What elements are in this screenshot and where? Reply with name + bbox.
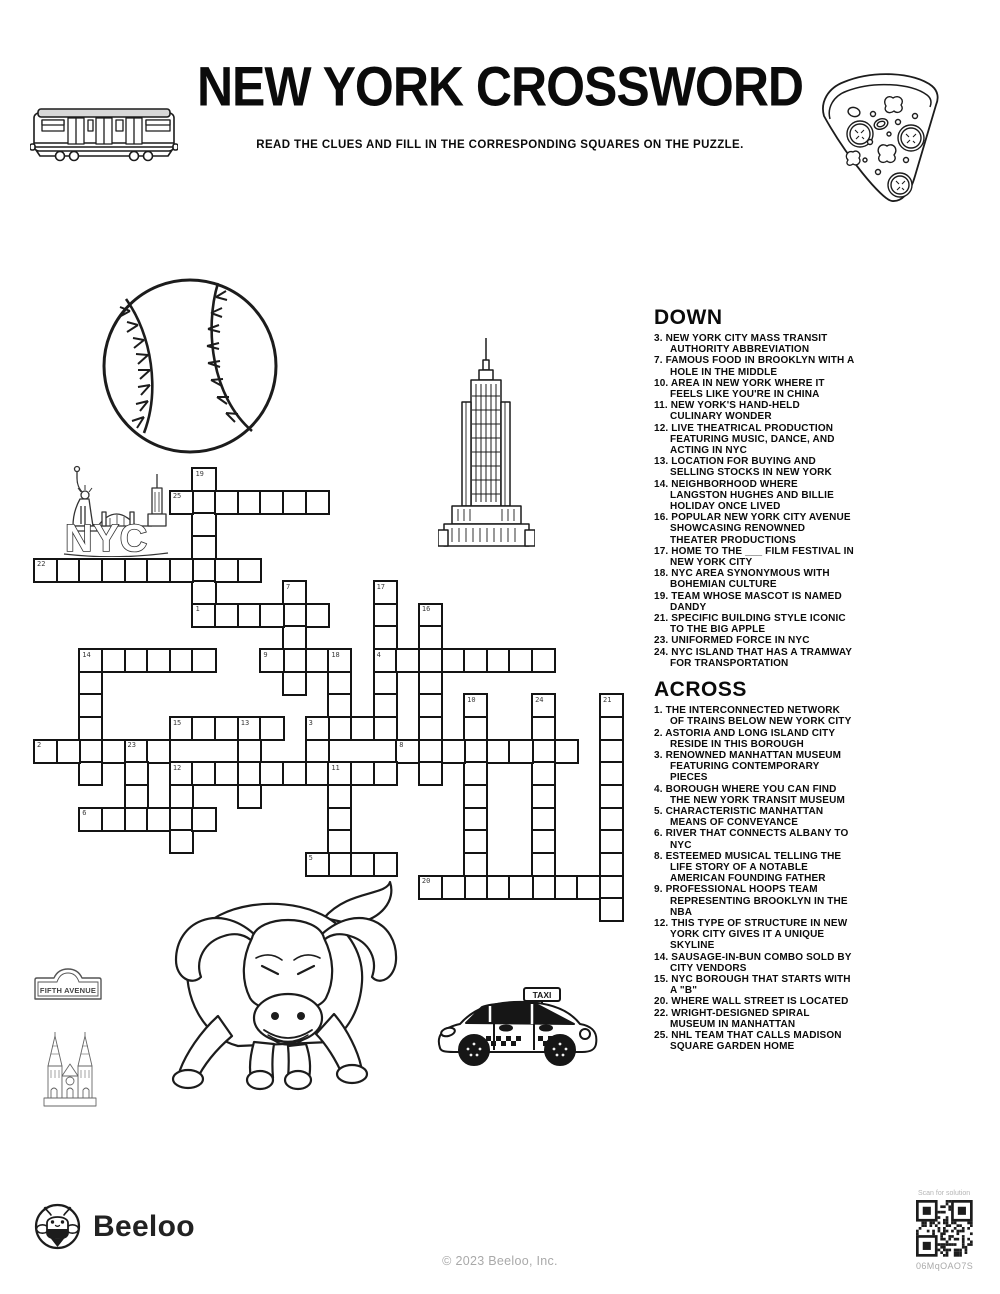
grid-cell[interactable]: [214, 490, 239, 515]
grid-cell[interactable]: [124, 558, 149, 583]
grid-cell[interactable]: [124, 784, 149, 809]
clue-item: 3. NEW YORK CITY MASS TRANSIT AUTHORITY ABBREVIATION: [654, 333, 828, 356]
clue-item: 12. THIS TYPE OF STRUCTURE IN NEW YORK CITY GIVES IT A UNIQUE SKYLINE: [654, 917, 848, 952]
grid-cell[interactable]: [191, 716, 216, 741]
grid-cell[interactable]: [441, 648, 466, 673]
grid-cell[interactable]: [101, 807, 126, 832]
grid-cell[interactable]: [599, 693, 624, 718]
grid-cell[interactable]: [101, 739, 126, 764]
empire-state-building-icon: [438, 338, 535, 566]
cell-number: 4: [376, 650, 381, 659]
grid-cell[interactable]: [508, 648, 533, 673]
cell-number: 13: [240, 718, 250, 727]
grid-cell[interactable]: [373, 761, 398, 786]
grid-cell[interactable]: [78, 693, 103, 718]
grid-cell[interactable]: [259, 648, 284, 673]
grid-cell[interactable]: [259, 761, 284, 786]
grid-cell[interactable]: [191, 648, 216, 673]
grid-cell[interactable]: [282, 490, 307, 515]
clue-item: 6. RIVER THAT CONNECTS ALBANY TO NYC: [654, 828, 849, 851]
grid-cell[interactable]: [463, 784, 488, 809]
grid-cell[interactable]: [191, 535, 216, 560]
clue-item: 24. NYC ISLAND THAT HAS A TRAMWAY FOR TRANSPORTATION: [654, 646, 852, 669]
clue-item: 9. PROFESSIONAL HOOPS TEAM REPRESENTING BROOKLYN IN THE NBA: [654, 884, 848, 918]
grid-cell[interactable]: [531, 739, 556, 764]
nyc-badge-text: NYC: [65, 518, 149, 557]
cell-number: 20: [421, 877, 431, 886]
grid-cell[interactable]: [78, 558, 103, 583]
grid-cell[interactable]: [599, 829, 624, 854]
nyc-skyline-badge-icon: [60, 462, 172, 557]
clue-item: 10. AREA IN NEW YORK WHERE IT FEELS LIKE YOU'RE IN CHINA: [654, 377, 825, 401]
cell-number: 24: [535, 695, 544, 704]
grid-cell[interactable]: [191, 761, 216, 786]
grid-cell[interactable]: [508, 875, 533, 900]
grid-cell[interactable]: [146, 558, 171, 583]
clue-item: 19. TEAM WHOSE MASCOT IS NAMED DANDY: [654, 590, 842, 613]
grid-cell[interactable]: [305, 852, 330, 877]
charging-bull-icon: [138, 866, 400, 1094]
beeloo-bee-icon: [34, 1203, 81, 1250]
clue-item: 7. FAMOUS FOOD IN BROOKLYN WITH A HOLE IN THE MIDDLE: [654, 355, 854, 378]
cell-number: 1: [195, 605, 200, 614]
grid-cell[interactable]: [599, 852, 624, 877]
grid-cell[interactable]: [418, 761, 443, 786]
scan-for-solution-label: Scan for solution: [918, 1190, 971, 1197]
clue-item: 12. LIVE THEATRICAL PRODUCTION FEATURING MUSIC, DANCE, AND ACTING IN NYC: [654, 422, 835, 457]
grid-cell[interactable]: [214, 558, 239, 583]
cell-number: 9: [263, 650, 268, 659]
down-clue-list: [654, 333, 854, 669]
grid-cell[interactable]: [531, 693, 556, 718]
clue-item: 8. ESTEEMED MUSICAL TELLING THE LIFE STORY OF A NOTABLE AMERICAN FOUNDING FATHER: [654, 850, 842, 885]
clue-item: 18. NYC AREA SYNONYMOUS WITH BOHEMIAN CULTURE: [654, 568, 830, 591]
grid-cell[interactable]: [373, 648, 398, 673]
fifth-avenue-text: FIFTH AVENUE: [39, 986, 97, 995]
grid-cell[interactable]: [237, 558, 262, 583]
grid-cell[interactable]: [146, 739, 171, 764]
grid-cell[interactable]: [350, 761, 375, 786]
grid-cell[interactable]: [124, 761, 149, 786]
grid-cell[interactable]: [305, 603, 330, 628]
st-patricks-cathedral-icon: [42, 1032, 98, 1108]
grid-cell[interactable]: [124, 648, 149, 673]
grid-cell[interactable]: [599, 875, 624, 900]
grid-cell[interactable]: [169, 807, 194, 832]
clues-panel: [654, 306, 882, 1052]
clue-item: 15. NYC BOROUGH THAT STARTS WITH A "B": [654, 973, 851, 997]
grid-cell[interactable]: [418, 875, 443, 900]
clue-item: 25. NHL TEAM THAT CALLS MADISON SQUARE GARDEN HOME: [654, 1029, 842, 1053]
cell-number: 7: [286, 582, 291, 591]
grid-cell[interactable]: [373, 603, 398, 628]
grid-cell[interactable]: [599, 761, 624, 786]
grid-cell[interactable]: [214, 603, 239, 628]
taxi-sign-text: TAXI: [532, 990, 552, 1000]
grid-cell[interactable]: [282, 625, 307, 650]
grid-cell[interactable]: [169, 716, 194, 741]
grid-cell[interactable]: [373, 580, 398, 605]
cell-number: 12: [172, 763, 182, 772]
cell-number: 10: [467, 695, 476, 704]
clue-item: 21. SPECIFIC BUILDING STYLE ICONIC TO THE BIG APPLE: [654, 613, 846, 636]
grid-cell[interactable]: [282, 603, 307, 628]
grid-cell[interactable]: [441, 739, 466, 764]
cell-number: 25: [172, 492, 182, 501]
grid-cell[interactable]: [327, 852, 352, 877]
grid-cell[interactable]: [169, 648, 194, 673]
grid-cell[interactable]: [305, 761, 330, 786]
grid-cell[interactable]: [395, 648, 420, 673]
cell-number: 19: [195, 469, 204, 478]
grid-cell[interactable]: [33, 558, 58, 583]
clue-item: 17. HOME TO THE ___ FILM FESTIVAL IN NEW YORK CITY: [654, 545, 854, 569]
grid-cell[interactable]: [463, 648, 488, 673]
yellow-cab-icon: [432, 986, 604, 1074]
cell-number: 15: [172, 718, 182, 727]
grid-cell[interactable]: [78, 739, 103, 764]
cell-number: 2: [37, 741, 42, 750]
across-heading: ACROSS: [654, 678, 747, 702]
cell-number: 18: [331, 650, 340, 659]
grid-cell[interactable]: [191, 512, 216, 537]
grid-cell[interactable]: [305, 716, 330, 741]
grid-cell[interactable]: [373, 716, 398, 741]
grid-cell[interactable]: [259, 716, 284, 741]
grid-cell[interactable]: [463, 829, 488, 854]
grid-cell[interactable]: [463, 875, 488, 900]
grid-cell[interactable]: [531, 875, 556, 900]
grid-cell[interactable]: [101, 558, 126, 583]
grid-cell[interactable]: [327, 648, 352, 673]
grid-cell[interactable]: [214, 761, 239, 786]
baseball-icon: [100, 273, 280, 459]
grid-cell[interactable]: [554, 875, 579, 900]
grid-cell[interactable]: [599, 897, 624, 922]
grid-cell[interactable]: [463, 807, 488, 832]
clue-item: 4. BOROUGH WHERE YOU CAN FIND THE NEW YORK TRANSIT MUSEUM: [654, 783, 845, 806]
grid-cell[interactable]: [191, 467, 216, 492]
grid-cell[interactable]: [56, 739, 81, 764]
cell-number: 22: [37, 560, 46, 569]
grid-cell[interactable]: [327, 671, 352, 696]
grid-cell[interactable]: [237, 716, 262, 741]
grid-cell[interactable]: [146, 648, 171, 673]
grid-cell[interactable]: [78, 761, 103, 786]
clue-item: 13. LOCATION FOR BUYING AND SELLING STOCKS IN NEW YORK: [654, 456, 832, 479]
grid-cell[interactable]: [169, 829, 194, 854]
grid-cell[interactable]: [373, 693, 398, 718]
grid-cell[interactable]: [531, 829, 556, 854]
grid-cell[interactable]: [78, 807, 103, 832]
grid-cell[interactable]: [599, 739, 624, 764]
grid-cell[interactable]: [441, 875, 466, 900]
clue-item: 14. SAUSAGE-IN-BUN COMBO SOLD BY CITY VENDORS: [654, 951, 852, 974]
down-heading: DOWN: [654, 306, 723, 329]
cell-number: 6: [82, 809, 87, 818]
grid-cell[interactable]: [486, 739, 511, 764]
clue-item: 14. NEIGHBORHOOD WHERE LANGSTON HUGHES AND BILLIE HOLIDAY ONCE LIVED: [654, 478, 834, 513]
grid-cell[interactable]: [418, 648, 443, 673]
grid-cell[interactable]: [78, 671, 103, 696]
grid-cell[interactable]: [191, 558, 216, 583]
subway-car-icon: [30, 100, 178, 162]
grid-cell[interactable]: [305, 648, 330, 673]
grid-cell[interactable]: [531, 852, 556, 877]
grid-cell[interactable]: [327, 693, 352, 718]
grid-cell[interactable]: [418, 716, 443, 741]
cell-number: 17: [376, 582, 386, 591]
grid-cell[interactable]: [169, 490, 194, 515]
fifth-avenue-sign: [33, 967, 103, 1002]
grid-cell[interactable]: [350, 852, 375, 877]
grid-cell[interactable]: [237, 784, 262, 809]
cell-number: 11: [331, 763, 340, 772]
solution-code: 06MqOAO7S: [916, 1261, 974, 1271]
grid-cell[interactable]: [599, 784, 624, 809]
clue-item: 22. WRIGHT-DESIGNED SPIRAL MUSEUM IN MANHATTAN: [654, 1007, 810, 1030]
grid-cell[interactable]: [599, 807, 624, 832]
copyright-text: © 2023 Beeloo, Inc.: [442, 1254, 558, 1268]
grid-cell[interactable]: [169, 761, 194, 786]
grid-cell[interactable]: [191, 580, 216, 605]
brand-logo: [34, 1203, 195, 1250]
grid-cell[interactable]: [56, 558, 81, 583]
grid-cell[interactable]: [169, 558, 194, 583]
grid-cell[interactable]: [531, 648, 556, 673]
grid-cell[interactable]: [599, 716, 624, 741]
clue-item: 1. THE INTERCONNECTED NETWORK OF TRAINS BELOW NEW YORK CITY: [654, 705, 852, 728]
grid-cell[interactable]: [327, 784, 352, 809]
grid-cell[interactable]: [191, 603, 216, 628]
grid-cell[interactable]: [395, 739, 420, 764]
grid-cell[interactable]: [78, 716, 103, 741]
cell-number: 3: [308, 718, 313, 727]
clue-item: 3. RENOWNED MANHATTAN MUSEUM FEATURING CONTEMPORARY PIECES: [654, 749, 842, 784]
grid-cell[interactable]: [282, 761, 307, 786]
clue-item: 23. UNIFORMED FORCE IN NYC: [654, 635, 810, 647]
grid-cell[interactable]: [237, 603, 262, 628]
brand-name: Beeloo: [93, 1209, 195, 1243]
grid-cell[interactable]: [146, 807, 171, 832]
grid-cell[interactable]: [508, 739, 533, 764]
grid-cell[interactable]: [463, 761, 488, 786]
grid-cell[interactable]: [101, 648, 126, 673]
cell-number: 8: [399, 741, 404, 750]
cell-number: 23: [127, 741, 136, 750]
grid-cell[interactable]: [327, 829, 352, 854]
grid-cell[interactable]: [531, 807, 556, 832]
grid-cell[interactable]: [327, 807, 352, 832]
grid-cell[interactable]: [554, 739, 579, 764]
grid-cell[interactable]: [463, 693, 488, 718]
page-subtitle: READ THE CLUES AND FILL IN THE CORRESPONDING SQUARES ON THE PUZZLE.: [256, 139, 744, 151]
grid-cell[interactable]: [237, 490, 262, 515]
pizza-slice-icon: [818, 72, 944, 204]
grid-cell[interactable]: [214, 716, 239, 741]
grid-cell[interactable]: [486, 648, 511, 673]
grid-cell[interactable]: [463, 852, 488, 877]
grid-cell[interactable]: [418, 739, 443, 764]
cell-number: 21: [603, 695, 612, 704]
clue-item: 20. WHERE WALL STREET IS LOCATED: [654, 996, 849, 1008]
grid-cell[interactable]: [418, 693, 443, 718]
clue-item: 11. NEW YORK'S HAND-HELD CULINARY WONDER: [654, 400, 800, 423]
qr-code: [916, 1200, 973, 1262]
grid-cell[interactable]: [305, 739, 330, 764]
grid-cell[interactable]: [576, 875, 601, 900]
grid-cell[interactable]: [237, 739, 262, 764]
grid-cell[interactable]: [373, 671, 398, 696]
grid-cell[interactable]: [305, 490, 330, 515]
grid-cell[interactable]: [463, 739, 488, 764]
grid-cell[interactable]: [282, 648, 307, 673]
grid-cell[interactable]: [418, 603, 443, 628]
grid-cell[interactable]: [418, 625, 443, 650]
grid-cell[interactable]: [191, 490, 216, 515]
cell-number: 14: [82, 650, 91, 659]
grid-cell[interactable]: [259, 490, 284, 515]
grid-cell[interactable]: [531, 761, 556, 786]
clue-item: 16. POPULAR NEW YORK CITY AVENUE SHOWCASING RENOWNED THEATER PRODUCTIONS: [654, 512, 851, 546]
page-title: NEW YORK CROSSWORD: [196, 55, 804, 118]
grid-cell[interactable]: [373, 852, 398, 877]
grid-cell[interactable]: [237, 761, 262, 786]
grid-cell[interactable]: [373, 625, 398, 650]
grid-cell[interactable]: [350, 716, 375, 741]
grid-cell[interactable]: [418, 671, 443, 696]
across-clue-list: [654, 705, 854, 1052]
grid-cell[interactable]: [327, 716, 352, 741]
clue-item: 2. ASTORIA AND LONG ISLAND CITY RESIDE IN THIS BOROUGH: [654, 727, 835, 750]
grid-cell[interactable]: [282, 580, 307, 605]
clue-item: 5. CHARACTERISTIC MANHATTAN MEANS OF CONVEYANCE: [654, 805, 824, 829]
grid-cell[interactable]: [327, 761, 352, 786]
grid-cell[interactable]: [486, 875, 511, 900]
grid-cell[interactable]: [531, 784, 556, 809]
grid-cell[interactable]: [124, 739, 149, 764]
grid-cell[interactable]: [282, 671, 307, 696]
grid-cell[interactable]: [33, 739, 58, 764]
grid-cell[interactable]: [531, 716, 556, 741]
grid-cell[interactable]: [78, 648, 103, 673]
grid-cell[interactable]: [124, 807, 149, 832]
cell-number: 5: [308, 854, 313, 863]
cell-number: 16: [421, 605, 431, 614]
grid-cell[interactable]: [191, 807, 216, 832]
grid-cell[interactable]: [169, 784, 194, 809]
grid-cell[interactable]: [463, 716, 488, 741]
grid-cell[interactable]: [259, 603, 284, 628]
